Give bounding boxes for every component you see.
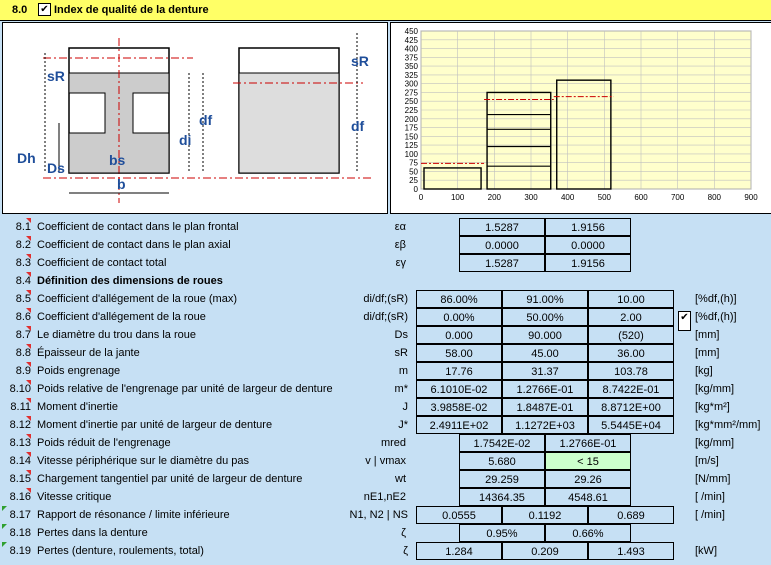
value-cell[interactable]: 1.7542E-02 [459, 434, 545, 452]
row-label: Moment d'inertie par unité de largeur de denture [37, 419, 273, 431]
row-label: Coefficient de contact dans le plan frontal [37, 221, 239, 233]
value-cell[interactable]: 0.66% [545, 524, 631, 542]
row-label: Rapport de résonance / limite inférieure [37, 509, 230, 521]
row-number: 8.5 [15, 293, 31, 305]
row-symbol: εβ [394, 239, 406, 251]
table-row [0, 506, 771, 524]
table-row [0, 344, 771, 362]
table-row [0, 362, 771, 380]
row-symbol: mred [380, 437, 406, 449]
row-symbol: di/df;(sR) [363, 311, 408, 323]
row-label: Pertes dans la denture [37, 527, 148, 539]
y-tick-label: 150 [404, 132, 418, 142]
chart-panel [390, 22, 771, 214]
wheel-side-fill [239, 73, 339, 173]
value-cell[interactable]: 1.2766E-01 [545, 434, 631, 452]
row-unit: [kW] [695, 545, 717, 557]
value-cell[interactable]: (520) [588, 326, 674, 344]
value-cell[interactable]: 1.5287 [459, 254, 545, 272]
value-cell[interactable]: 58.00 [416, 344, 502, 362]
y-tick-label: 425 [404, 35, 418, 45]
y-tick-label: 325 [404, 70, 418, 80]
row-unit: [mm] [695, 347, 720, 359]
row-symbol: ζ [401, 527, 406, 539]
row-unit: [kg*m²] [695, 401, 730, 413]
value-cell[interactable]: 1.5287 [459, 218, 545, 236]
x-tick-label: 200 [487, 193, 502, 202]
row-number: 8.1 [15, 221, 31, 233]
row-number: 8.4 [15, 275, 31, 287]
row-number: 8.8 [15, 347, 31, 359]
value-cell[interactable]: < 15 [545, 452, 631, 470]
row-label: Poids réduit de l'engrenage [37, 437, 171, 449]
row-symbol: m* [394, 383, 408, 395]
value-cell[interactable]: 0.95% [459, 524, 545, 542]
y-tick-label: 125 [404, 141, 418, 151]
value-cell[interactable]: 1.284 [416, 542, 502, 560]
table-row [0, 218, 771, 236]
row-unit: [%df,(h)] [695, 311, 737, 323]
row-number: 8.3 [15, 257, 31, 269]
value-cell[interactable]: 45.00 [502, 344, 588, 362]
label-df-right: df [351, 118, 365, 134]
y-tick-label: 175 [404, 123, 418, 133]
row-symbol: di/df;(sR) [363, 293, 408, 305]
table-row [0, 434, 771, 452]
section-checkbox[interactable]: ✔ [38, 3, 51, 16]
y-tick-label: 25 [409, 176, 418, 186]
row-number: 8.16 [9, 491, 31, 503]
gear-dimension-drawing [2, 22, 388, 214]
table-row [0, 470, 771, 488]
value-cell[interactable]: 0.000 [416, 326, 502, 344]
section-header [0, 0, 771, 21]
row-symbol: v | vmax [365, 455, 406, 467]
value-cell[interactable]: 6.1010E-02 [416, 380, 502, 398]
row-unit: [kg/mm] [695, 437, 735, 449]
row-unit: [ /min] [695, 491, 725, 503]
row-number: 8.18 [9, 527, 31, 539]
row-symbol: J* [398, 419, 408, 431]
x-tick-label: 400 [560, 193, 575, 202]
table-row [0, 236, 771, 254]
table-row [0, 308, 771, 326]
value-cell[interactable]: 0.00% [416, 308, 502, 326]
row-label: Vitesse critique [37, 491, 112, 503]
y-tick-label: 0 [413, 185, 418, 194]
value-cell[interactable]: 3.9858E-02 [416, 398, 502, 416]
value-cell[interactable]: 1.2766E-01 [502, 380, 588, 398]
y-tick-label: 200 [404, 114, 418, 124]
value-cell[interactable]: 1.9156 [545, 254, 631, 272]
row-symbol: εγ [395, 257, 406, 269]
row-number: 8.11 [10, 401, 31, 413]
label-sR-right: sR [351, 53, 369, 69]
row-number: 8.14 [9, 455, 31, 467]
value-cell[interactable]: 5.5445E+04 [588, 416, 674, 434]
table-row [0, 416, 771, 434]
label-b: b [117, 176, 126, 192]
row-unit: [mm] [695, 329, 720, 341]
value-cell[interactable]: 0.0555 [416, 506, 502, 524]
value-cell[interactable]: 8.8712E+00 [588, 398, 674, 416]
value-cell[interactable]: 0.209 [502, 542, 588, 560]
row-number: 8.13 [9, 437, 31, 449]
value-cell[interactable]: 1.8487E-01 [502, 398, 588, 416]
table-row [0, 542, 771, 560]
row-label: Coefficient d'allégement de la roue [37, 311, 206, 323]
table-row [0, 380, 771, 398]
y-tick-label: 225 [404, 106, 418, 115]
row-label: Chargement tangentiel par unité de largeur de denture [37, 473, 303, 485]
x-tick-label: 600 [634, 193, 648, 202]
row-label: Définition des dimensions de roues [37, 275, 223, 287]
x-tick-label: 100 [450, 193, 465, 202]
dimension-chart [391, 23, 771, 213]
row-symbol: wt [395, 473, 406, 485]
label-di: di [179, 132, 192, 148]
section-title: Index de qualité de la denture [54, 4, 209, 16]
row-label: Moment d'inertie [37, 401, 118, 413]
row-unit: [N/mm] [695, 473, 731, 485]
y-tick-label: 450 [404, 27, 418, 36]
row-label: Coefficient de contact dans le plan axial [37, 239, 231, 251]
row-unit: [kg] [695, 365, 713, 377]
table-row [0, 398, 771, 416]
row-unit: [%df,(h)] [695, 293, 737, 305]
y-tick-label: 300 [404, 79, 418, 89]
row-symbol: J [402, 401, 408, 413]
value-cell[interactable]: 0.0000 [459, 236, 545, 254]
row-number: 8.12 [9, 419, 31, 431]
label-Dh: Dh [17, 150, 36, 166]
row-unit: [m/s] [695, 455, 719, 467]
y-tick-label: 275 [404, 88, 418, 98]
value-cell[interactable]: 2.4911E+02 [416, 416, 502, 434]
row-label: Pertes (denture, roulements, total) [37, 545, 204, 557]
value-cell[interactable]: 17.76 [416, 362, 502, 380]
row-number: 8.19 [9, 545, 31, 557]
value-cell[interactable]: 5.680 [459, 452, 545, 470]
x-tick-label: 300 [524, 193, 538, 202]
row-symbol: ζ [403, 545, 408, 557]
table-row [0, 452, 771, 470]
value-cell[interactable]: 2.00 [588, 308, 674, 326]
y-tick-label: 375 [404, 53, 418, 63]
row-unit: [kg/mm] [695, 383, 735, 395]
row-number: 8.17 [9, 509, 31, 521]
value-cell[interactable]: 0.689 [588, 506, 674, 524]
label-df-left: df [199, 112, 213, 128]
row-label: Poids engrenage [37, 365, 121, 377]
table-row [0, 272, 771, 290]
row-label: Épaisseur de la jante [37, 347, 140, 359]
value-cell[interactable]: 29.259 [459, 470, 545, 488]
value-cell[interactable]: 4548.61 [545, 488, 631, 506]
table-row [0, 326, 771, 344]
row-symbol: Ds [394, 329, 408, 341]
row-unit: [ /min] [695, 509, 725, 521]
x-tick-label: 500 [597, 193, 612, 202]
value-cell[interactable]: 86.00% [416, 290, 502, 308]
row-symbol: εα [394, 221, 406, 233]
value-cell[interactable]: 36.00 [588, 344, 674, 362]
value-cell[interactable]: 31.37 [502, 362, 588, 380]
row-symbol: sR [394, 347, 408, 359]
y-tick-label: 400 [404, 44, 418, 54]
row-number: 8.9 [15, 365, 31, 377]
y-tick-label: 100 [404, 149, 418, 159]
gear-drawing-svg [3, 23, 387, 213]
table-row [0, 254, 771, 272]
value-cell[interactable]: 90.000 [502, 326, 588, 344]
row-checkbox[interactable]: ✔ [678, 311, 691, 331]
label-bs: bs [109, 152, 126, 168]
table-row [0, 488, 771, 506]
row-number: 8.15 [9, 473, 31, 485]
row-symbol: N1, N2 | NS [349, 509, 408, 521]
row-label: Coefficient d'allégement de la roue (max) [37, 293, 238, 305]
row-label: Coefficient de contact total [37, 257, 167, 269]
label-Ds: Ds [47, 160, 65, 176]
value-cell[interactable]: 0.1192 [502, 506, 588, 524]
value-cell[interactable]: 29.26 [545, 470, 631, 488]
table-row [0, 290, 771, 308]
row-label: Poids relative de l'engrenage par unité de largeur de denture [37, 383, 333, 395]
row-number: 8.2 [15, 239, 31, 251]
value-cell[interactable]: 50.00% [502, 308, 588, 326]
value-cell[interactable]: 14364.35 [459, 488, 545, 506]
row-symbol: m [398, 365, 408, 377]
row-label: Le diamètre du trou dans la roue [37, 329, 196, 341]
x-tick-label: 800 [707, 193, 722, 202]
value-cell[interactable]: 103.78 [588, 362, 674, 380]
value-cell[interactable]: 0.0000 [545, 236, 631, 254]
table-row [0, 524, 771, 542]
row-symbol: nE1,nE2 [363, 491, 406, 503]
row-number: 8.7 [15, 329, 31, 341]
value-cell[interactable]: 1.493 [588, 542, 674, 560]
row-number: 8.10 [9, 383, 31, 395]
y-tick-label: 75 [409, 158, 418, 168]
value-cell[interactable]: 1.1272E+03 [502, 416, 588, 434]
y-tick-label: 50 [409, 167, 418, 177]
row-label: Vitesse périphérique sur le diamètre du pas [37, 455, 249, 467]
section-number: 8.0 [12, 4, 28, 16]
y-tick-label: 350 [404, 62, 418, 72]
row-number: 8.6 [15, 311, 31, 323]
value-cell[interactable]: 1.9156 [545, 218, 631, 236]
y-tick-label: 250 [404, 97, 418, 107]
value-cell[interactable]: 8.7422E-01 [588, 380, 674, 398]
value-cell[interactable]: 10.00 [588, 290, 674, 308]
x-tick-label: 0 [418, 193, 424, 202]
value-cell[interactable]: 91.00% [502, 290, 588, 308]
x-tick-label: 900 [744, 193, 758, 202]
x-tick-label: 700 [670, 193, 685, 202]
label-sR-left: sR [47, 68, 65, 84]
row-unit: [kg*mm²/mm] [695, 419, 761, 431]
